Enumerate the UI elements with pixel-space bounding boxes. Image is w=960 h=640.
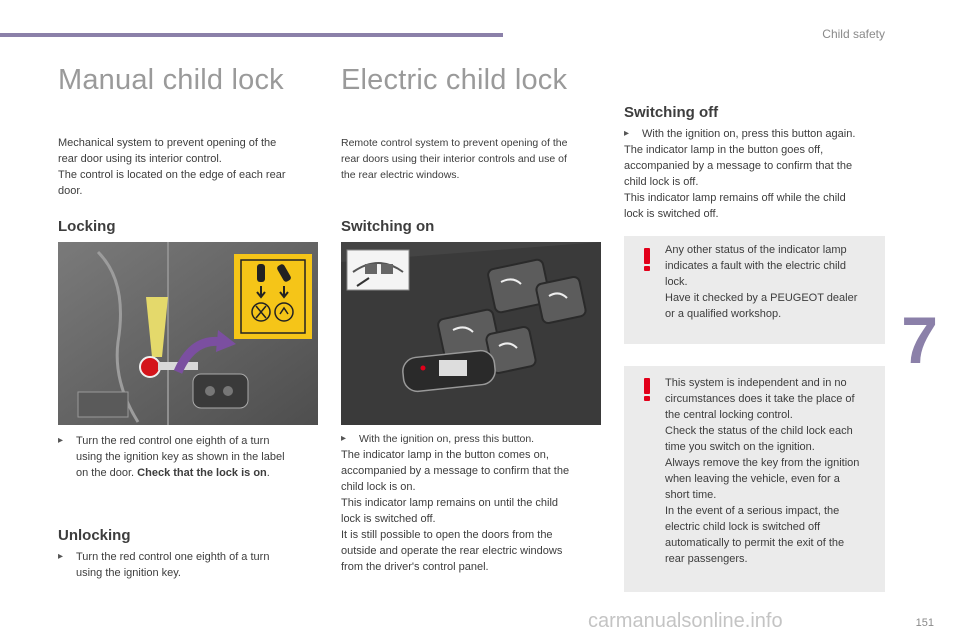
switching-off-line: This indicator lamp remains off while the child: [624, 192, 846, 204]
unlocking-instruction: [58, 549, 323, 581]
electric-child-lock-photo: [341, 242, 601, 425]
switching-off-line: child lock is off.: [624, 176, 699, 188]
warning-exclamation-icon: [642, 248, 652, 272]
electric-child-lock-title: Electric child lock: [341, 64, 568, 96]
switching-off-bullet: With the ignition on, press this button again.: [642, 128, 856, 140]
warning-line: In the event of a serious impact, the: [665, 505, 840, 517]
warning-line: rear passengers.: [665, 553, 748, 565]
chapter-number: 7: [901, 303, 938, 377]
switching-off-line: The indicator lamp in the button goes off,: [624, 144, 824, 156]
warning-exclamation-icon: [642, 378, 652, 402]
locking-instruction: [58, 433, 323, 481]
manual-intro-line: Mechanical system to prevent opening of the: [58, 137, 277, 149]
switching-on-line: It is still possible to open the doors from the: [341, 529, 553, 541]
warning-line: or a qualified workshop.: [665, 308, 782, 320]
switching-on-line: child lock is on.: [341, 481, 416, 493]
warning-line: the central locking control.: [665, 409, 793, 421]
electric-intro-line: the rear electric windows.: [341, 169, 460, 181]
switching-on-line: This indicator lamp remains on until the child: [341, 497, 559, 509]
warning-line: Check the status of the child lock each: [665, 425, 853, 437]
section-title: Child safety: [822, 27, 885, 41]
switching-on-heading: Switching on: [341, 218, 435, 235]
warning-line: short time.: [665, 489, 717, 501]
locking-line: using the ignition key as shown in the label: [76, 451, 285, 463]
warning-line: time you switch on the ignition.: [665, 441, 815, 453]
warning-line: automatically to permit the exit of the: [665, 537, 845, 549]
locking-check-note: Check that the lock is on: [137, 467, 267, 479]
electric-intro-line: rear doors using their interior controls and use of: [341, 153, 567, 165]
electric-intro: [341, 135, 603, 183]
unlocking-heading: Unlocking: [58, 527, 131, 544]
page-number: 151: [915, 617, 934, 629]
warning-line: Any other status of the indicator lamp: [665, 244, 847, 256]
warning-line: This system is independent and in no: [665, 377, 847, 389]
manual-intro: [58, 135, 323, 199]
switching-off-line: lock is switched off.: [624, 208, 719, 220]
switching-off-heading: Switching off: [624, 104, 719, 121]
warning-line: electric child lock is switched off: [665, 521, 821, 533]
locking-check-note-period: .: [266, 467, 270, 479]
switching-off-text: [624, 126, 886, 222]
warning-line: lock.: [665, 276, 688, 288]
manual-intro-line: The control is located on the edge of each rear: [58, 169, 286, 181]
electric-intro-line: Remote control system to prevent opening of the: [341, 137, 568, 149]
warning-line: when leaving the vehicle, even for a: [665, 473, 840, 485]
manual-intro-line: rear door using its interior control.: [58, 153, 222, 165]
switching-on-text: [341, 431, 603, 575]
unlocking-line: Turn the red control one eighth of a turn: [76, 551, 270, 563]
watermark: carmanualsonline.info: [588, 610, 783, 632]
locking-line: on the door.: [76, 467, 135, 479]
warning-line: Always remove the key from the ignition: [665, 457, 860, 469]
manual-intro-line: door.: [58, 185, 83, 197]
switching-on-line: The indicator lamp in the button comes on,: [341, 449, 549, 461]
switching-on-line: outside and operate the rear electric windows: [341, 545, 563, 557]
switching-on-line: accompanied by a message to confirm that the: [341, 465, 570, 477]
bullet-arrow-icon: ▸: [58, 551, 64, 562]
warning-box-fault: [624, 236, 885, 344]
bullet-arrow-icon: ▸: [58, 435, 64, 446]
warning-line: Have it checked by a PEUGEOT dealer: [665, 292, 858, 304]
bullet-arrow-icon: ▸: [624, 128, 630, 139]
bullet-arrow-icon: ▸: [341, 433, 347, 444]
warning-line: circumstances does it take the place of: [665, 393, 855, 405]
warning-line: indicates a fault with the electric child: [665, 260, 846, 272]
manual-child-lock-title: Manual child lock: [58, 64, 284, 96]
switching-on-line: lock is switched off.: [341, 513, 436, 525]
manual-child-lock-photo: [58, 242, 318, 425]
switching-off-line: accompanied by a message to confirm that the: [624, 160, 853, 172]
switching-on-bullet: With the ignition on, press this button.: [359, 433, 535, 445]
header-accent-bar: [0, 33, 503, 37]
switching-on-line: from the driver's control panel.: [341, 561, 489, 573]
warning-box-independent: [624, 366, 885, 592]
locking-heading: Locking: [58, 218, 116, 235]
locking-line: Turn the red control one eighth of a turn: [76, 435, 270, 447]
unlocking-line: using the ignition key.: [76, 567, 181, 579]
